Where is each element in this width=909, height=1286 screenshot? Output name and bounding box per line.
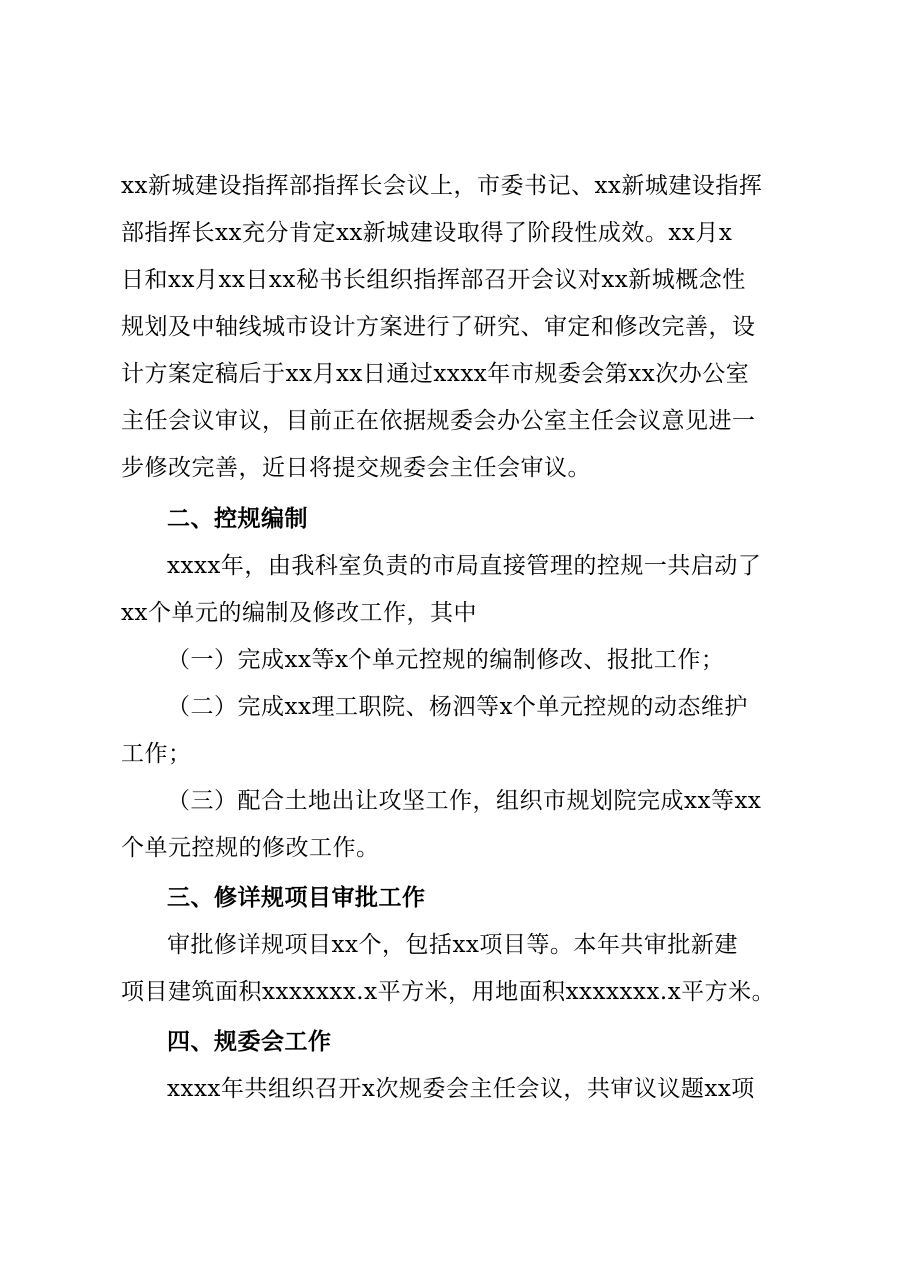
section-heading-4: 四、规委会工作 xyxy=(167,1029,332,1055)
paragraph-1-line-3: 日和xx月xx日xx秘书长组织指挥部召开会议对xx新城概念性 xyxy=(121,267,746,293)
list-item-3-line-1: （三）配合土地出让攻坚工作，组织市规划院完成xx等xx xyxy=(167,788,762,814)
paragraph-1-line-7: 步修改完善，近日将提交规委会主任会审议。 xyxy=(121,455,591,481)
list-item-2-line-2: 工作； xyxy=(121,741,192,767)
paragraph-1-line-4: 规划及中轴线城市设计方案进行了研究、审定和修改完善，设 xyxy=(121,314,756,340)
section-heading-2: 二、控规编制 xyxy=(167,506,308,532)
paragraph-1-line-1: xx新城建设指挥部指挥长会议上，市委书记、xx新城建设指挥 xyxy=(121,173,763,199)
paragraph-2-line-2: xx个单元的编制及修改工作，其中 xyxy=(121,600,477,626)
paragraph-1-line-6: 主任会议审议，目前正在依据规委会办公室主任会议意见进一 xyxy=(121,408,756,434)
list-item-3-line-2: 个单元控规的修改工作。 xyxy=(121,835,380,861)
paragraph-4-line-1: xxxx年共组织召开x次规委会主任会议，共审议议题xx项 xyxy=(167,1076,755,1102)
paragraph-1-line-5: 计方案定稿后于xx月xx日通过xxxx年市规委会第xx次办公室 xyxy=(121,361,750,387)
list-item-1: （一）完成xx等x个单元控规的编制修改、报批工作； xyxy=(167,647,725,673)
paragraph-2-line-1: xxxx年，由我科室负责的市局直接管理的控规一共启动了 xyxy=(167,553,762,579)
paragraph-1-line-2: 部指挥长xx充分肯定xx新城建设取得了阶段性成效。xx月x xyxy=(121,220,733,246)
section-heading-3: 三、修详规项目审批工作 xyxy=(167,885,426,911)
list-item-2-line-1: （二）完成xx理工职院、杨泗等x个单元控规的动态维护 xyxy=(167,694,748,720)
paragraph-3-line-1: 审批修详规项目xx个，包括xx项目等。本年共审批新建 xyxy=(167,932,738,958)
paragraph-3-line-2: 项目建筑面积xxxxxxx.x平方米，用地面积xxxxxxx.x平方米。 xyxy=(121,979,776,1005)
